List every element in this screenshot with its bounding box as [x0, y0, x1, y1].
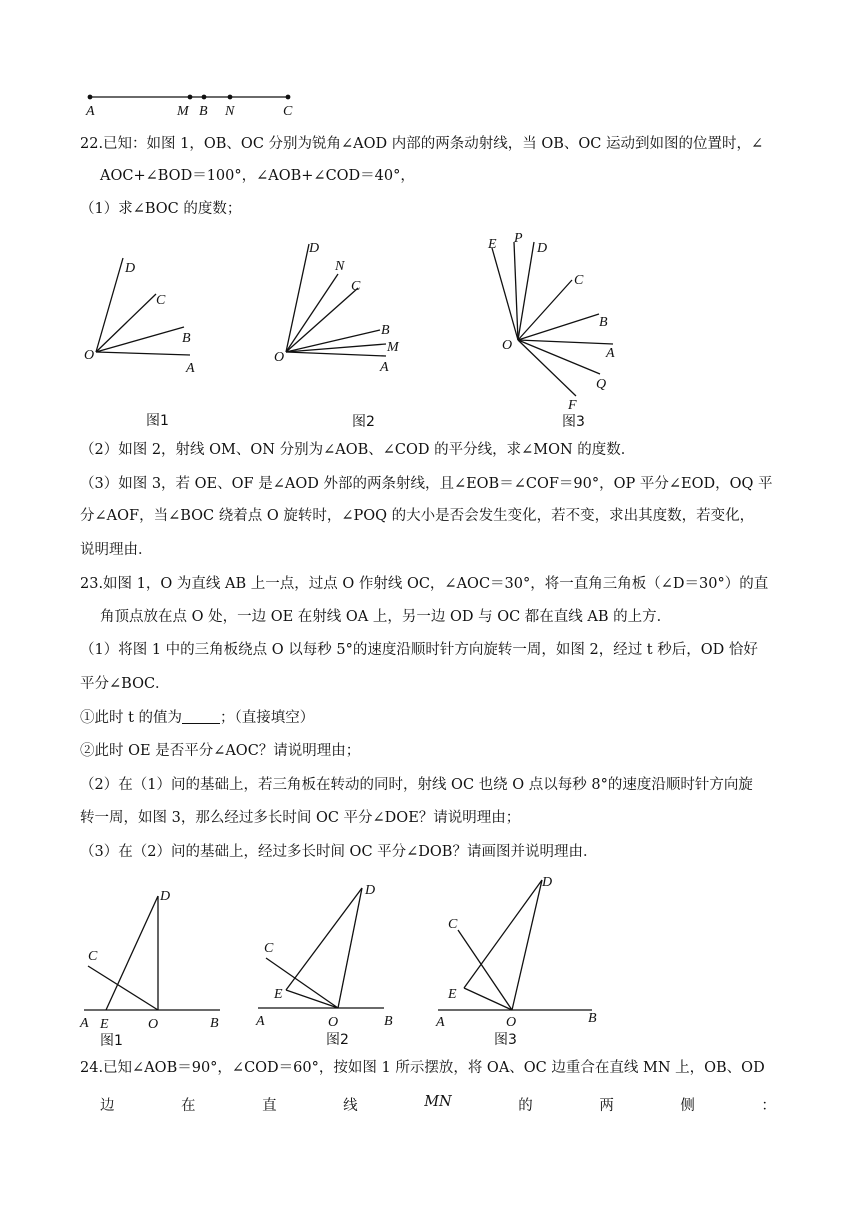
q24-word: 直: [262, 1098, 277, 1114]
q23-f2-label-e: E: [274, 987, 283, 1002]
q23-f3-caption: 图3: [494, 1032, 517, 1048]
q22-f1-label-a: A: [186, 361, 195, 376]
q23-line1: 23.如图 1，O 为直线 AB 上一点，过点 O 作射线 OC，∠AOC＝30°，将一直角三角板（∠D＝30°）的直: [80, 576, 769, 592]
q22-f1-label-d: D: [125, 261, 136, 276]
q23-f2-label-o: O: [328, 1015, 339, 1030]
q22-f2-label-c: C: [351, 279, 361, 294]
q22-f2-label-b: B: [381, 323, 390, 338]
q23-f2-caption: 图2: [326, 1032, 349, 1048]
q22-f2-label-n: N: [335, 259, 345, 274]
q23-f1-label-o: O: [148, 1017, 159, 1032]
q22-f1-label-b: B: [182, 331, 191, 346]
q22-part1: （1）求∠BOC 的度数；: [80, 201, 242, 217]
q23-f3-label-a: A: [436, 1015, 445, 1030]
q22-f3-label-e: E: [488, 237, 497, 252]
q23-f3-label-o: O: [506, 1015, 517, 1030]
segment-label-a: A: [86, 104, 95, 119]
q23-f1-label-e: E: [100, 1017, 109, 1032]
q24-word: ：: [761, 1098, 776, 1114]
q23-sub1-text: ①此时 t 的值为: [80, 710, 183, 726]
q22-figure-2: [266, 236, 416, 434]
segment-label-c: C: [283, 104, 293, 119]
q24-word: 侧: [680, 1098, 695, 1114]
q23-figure-3: [432, 870, 612, 1050]
q22-f3-label-c: C: [574, 273, 584, 288]
q23-f2-label-a: A: [256, 1014, 265, 1029]
q23-sub1-suffix: ；（直接填空）: [220, 710, 315, 726]
q22-f3-label-q: Q: [596, 377, 607, 392]
q23-f3-label-d: D: [542, 875, 553, 890]
q22-f3-label-d: D: [537, 241, 548, 256]
q22-f1-caption: 图1: [146, 413, 169, 429]
q23-part1-line2: 平分∠BOC．: [80, 676, 170, 692]
q22-f1-label-o: O: [84, 348, 95, 363]
q24-word: MN: [424, 1094, 452, 1110]
q22-f2-label-d: D: [309, 241, 320, 256]
q23-figure-1: [78, 882, 238, 1052]
q22-f3-label-f: F: [568, 398, 577, 413]
q23-f1-label-b: B: [210, 1016, 219, 1031]
segment-label-b: B: [199, 104, 208, 119]
q22-part2: （2）如图 2，射线 OM、ON 分别为∠AOB、∠COD 的平分线，求∠MON 的度数．: [80, 442, 636, 458]
segment-label-n: N: [225, 104, 235, 119]
q23-f2-label-b: B: [384, 1014, 393, 1029]
q24-word: 线: [343, 1098, 358, 1114]
q22-f2-label-o: O: [274, 350, 285, 365]
q23-f3-label-c: C: [448, 917, 458, 932]
answer-blank[interactable]: [182, 709, 220, 724]
q24-word: 两: [599, 1098, 614, 1114]
q23-sub1: [80, 708, 314, 728]
q24-line2: [100, 1094, 776, 1115]
q23-f2-label-d: D: [365, 883, 376, 898]
q22-part3-line2: 分∠AOF，当∠BOC 绕着点 O 旋转时，∠POQ 的大小是否会发生变化，若不变，求出其度数，若变化，: [80, 508, 755, 524]
q22-f3-label-o: O: [502, 338, 513, 353]
q23-line2: 角顶点放在点 O 处，一边 OE 在射线 OA 上，另一边 OD 与 OC 都在直线 AB 的上方．: [100, 609, 672, 625]
q22-f3-label-a: A: [606, 346, 615, 361]
segment-figure: [80, 84, 310, 120]
q22-f3-label-p: P: [514, 231, 523, 246]
q22-f3-caption: 图3: [562, 414, 585, 430]
q23-f1-caption: 图1: [100, 1033, 123, 1049]
q23-part2-line2: 转一周，如图 3，那么经过多长时间 OC 平分∠DOE？请说明理由；: [80, 810, 521, 826]
q22-f3-label-b: B: [599, 315, 608, 330]
q22-f1-label-c: C: [156, 293, 166, 308]
q23-f2-label-c: C: [264, 941, 274, 956]
q23-sub2: ②此时 OE 是否平分∠AOC？请说明理由；: [80, 743, 361, 759]
q23-part2-line1: （2）在（1）问的基础上，若三角板在转动的同时，射线 OC 也绕 O 点以每秒 8°的速度沿顺时针方向旋: [80, 777, 753, 793]
q24-word: 在: [181, 1098, 196, 1114]
q22-f2-label-a: A: [380, 360, 389, 375]
q24-line1: 24.已知∠AOB＝90°，∠COD＝60°，按如图 1 所示摆放，将 OA、OC 边重合在直线 MN 上，OB、OD: [80, 1060, 765, 1076]
q23-part3: （3）在（2）问的基础上，经过多长时间 OC 平分∠DOB？请画图并说明理由．: [80, 844, 598, 860]
q22-f2-caption: 图2: [352, 414, 375, 430]
q23-f3-label-e: E: [448, 987, 457, 1002]
q23-f1-label-c: C: [88, 949, 98, 964]
q22-f2-label-m: M: [387, 340, 399, 355]
q23-figure-2: [252, 878, 412, 1050]
q22-figure-3: [486, 228, 636, 434]
q22-part3-line1: （3）如图 3，若 OE、OF 是∠AOD 外部的两条射线，且∠EOB＝∠COF＝90°，OP 平分∠EOD，OQ 平: [80, 476, 773, 492]
q23-part1-line1: （1）将图 1 中的三角板绕点 O 以每秒 5°的速度沿顺时针方向旋转一周，如图 2，经过 t 秒后，OD 恰好: [80, 642, 758, 658]
q23-f3-label-b: B: [588, 1011, 597, 1026]
q24-word: 边: [100, 1098, 115, 1114]
q22-line2: AOC+∠BOD＝100°，∠AOB+∠COD＝40°，: [100, 168, 415, 184]
q22-part3-line3: 说明理由．: [80, 542, 153, 558]
q22-line1: 22.已知：如图 1，OB、OC 分别为锐角∠AOD 内部的两条动射线，当 OB、OC 运动到如图的位置时，∠: [80, 136, 764, 152]
q24-word: 的: [518, 1098, 533, 1114]
segment-label-m: M: [177, 104, 189, 119]
q22-figure-1: [80, 248, 220, 433]
q23-f1-label-d: D: [160, 889, 171, 904]
q23-f1-label-a: A: [80, 1016, 89, 1031]
